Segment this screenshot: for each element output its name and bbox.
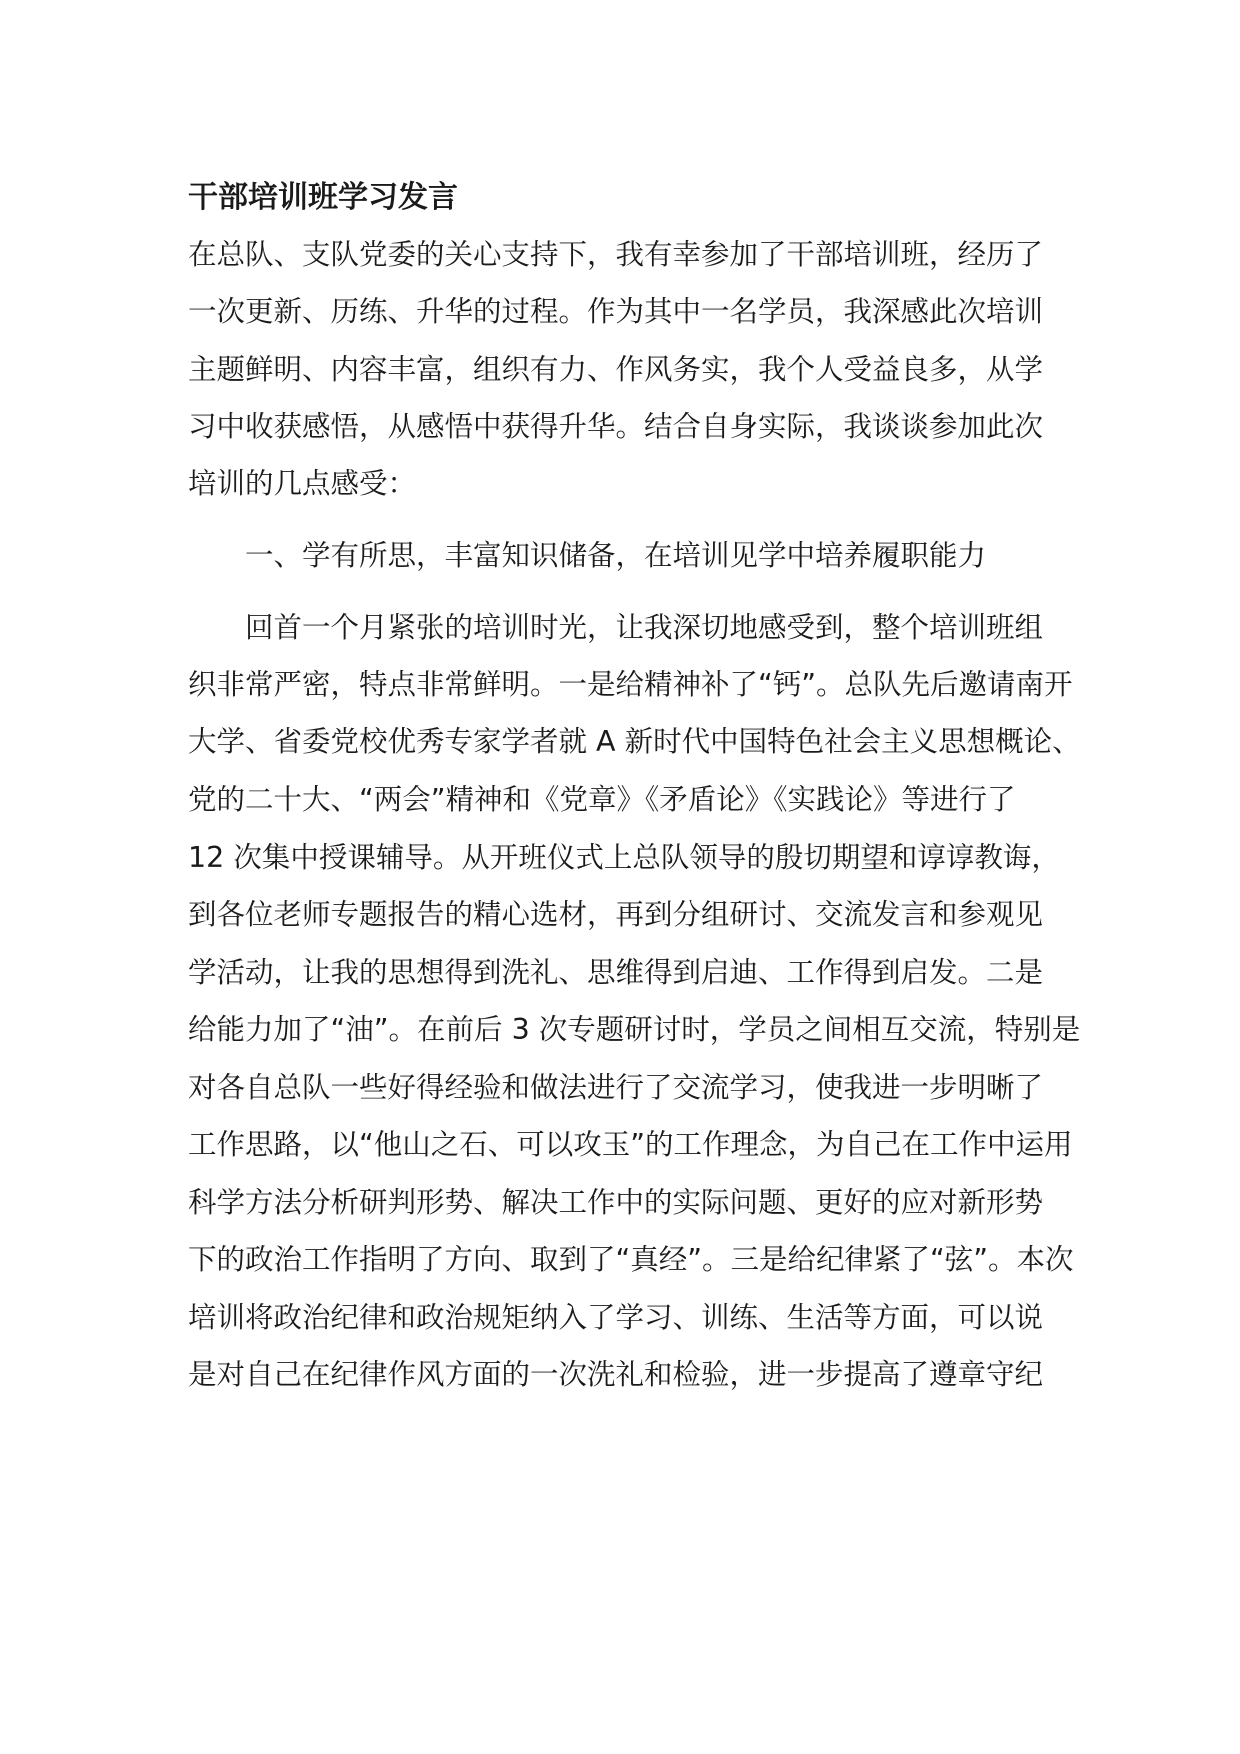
intro-line: 主题鲜明、内容丰富，组织有力、作风务实，我个人受益良多，从学 <box>188 353 1044 386</box>
body-line: 科学方法分析研判形势、解决工作中的实际问题、更好的应对新形势 <box>188 1186 1044 1219</box>
document-title: 干部培训班学习发言 <box>188 180 458 215</box>
body-line: 给能力加了“油”。在前后 3 次专题研讨时，学员之间相互交流，特别是 <box>188 1013 1081 1046</box>
intro-line: 习中收获感悟，从感悟中获得升华。结合自身实际，我谈谈参加此次 <box>188 410 1044 443</box>
body-line: 党的二十大、“两会”精神和《党章》《矛盾论》《实践论》等进行了 <box>188 783 1016 816</box>
body-line: 回首一个月紧张的培训时光，让我深切地感受到，整个培训班组 <box>245 611 1044 644</box>
body-line: 工作思路，以“他山之石、可以攻玉”的工作理念，为自己在工作中运用 <box>188 1128 1073 1161</box>
body-line: 织非常严密，特点非常鲜明。一是给精神补了“钙”。总队先后邀请南开 <box>188 668 1073 701</box>
body-line: 学活动，让我的思想得到洗礼、思维得到启迪、工作得到启发。二是 <box>188 956 1044 989</box>
body-line: 大学、省委党校优秀专家学者就 A 新时代中国特色社会主义思想概论、 <box>188 725 1081 758</box>
body-line: 12 次集中授课辅导。从开班仪式上总队领导的殷切期望和谆谆教诲， <box>188 841 1060 874</box>
body-line: 到各位老师专题报告的精心选材，再到分组研讨、交流发言和参观见 <box>188 898 1044 931</box>
intro-line: 一次更新、历练、升华的过程。作为其中一名学员，我深感此次培训 <box>188 295 1044 328</box>
body-line: 下的政治工作指明了方向、取到了“真经”。三是给纪律紧了“弦”。本次 <box>188 1243 1074 1276</box>
intro-line: 在总队、支队党委的关心支持下，我有幸参加了干部培训班，经历了 <box>188 238 1044 271</box>
intro-line: 培训的几点感受： <box>188 467 417 500</box>
body-line: 对各自总队一些好得经验和做法进行了交流学习，使我进一步明晰了 <box>188 1071 1044 1104</box>
section-heading: 一、学有所思，丰富知识储备，在培训见学中培养履职能力 <box>245 539 987 572</box>
body-line: 是对自己在纪律作风方面的一次洗礼和检验，进一步提高了遵章守纪 <box>188 1358 1044 1391</box>
body-line: 培训将政治纪律和政治规矩纳入了学习、训练、生活等方面，可以说 <box>188 1301 1044 1334</box>
